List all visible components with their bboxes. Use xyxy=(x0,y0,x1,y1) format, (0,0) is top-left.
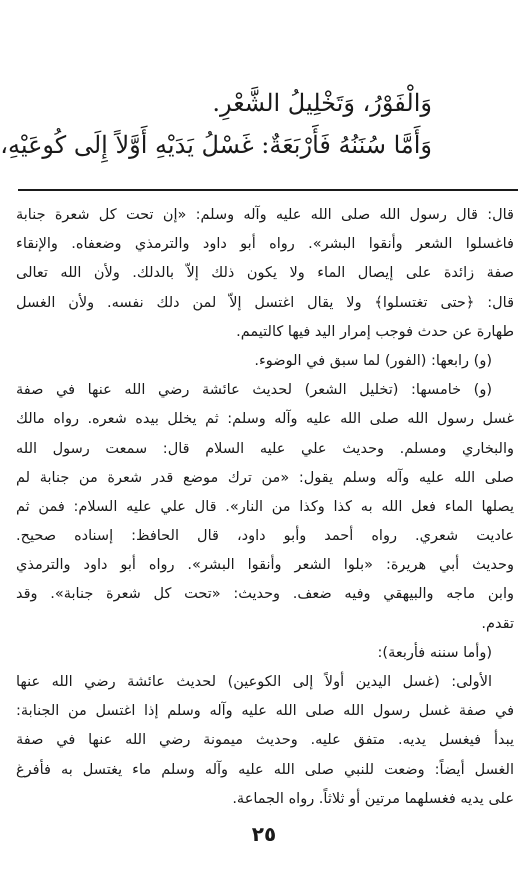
sharh-line: عاديت شعري. رواه أحمد وأبو داود، قال الحافظ: إسناده صحيح. xyxy=(16,528,514,545)
sharh-line: على يديه فغسلهما مرتين أو ثلاثاً. رواه الجماعة. xyxy=(232,790,514,807)
sharh-line: (و) رابعها: (الفور) لما سبق في الوضوء. xyxy=(254,352,492,369)
sharh-line: تقدم. xyxy=(481,615,514,632)
sharh-line: والبخاري ومسلم. وحديث علي عليه السلام قال: سمعت رسول الله xyxy=(16,440,514,457)
sharh-line: يصلها الماء فعل الله به كذا وكذا من النار». قال علي عليه السلام: فمن ثم xyxy=(16,498,514,515)
sharh-line: وابن ماجه والبيهقي وفيه ضعف. وحديث: «تحت كل شعرة جنابة». وقد xyxy=(16,586,514,603)
sharh-line: (و) خامسها: (تخليل الشعر) لحديث عائشة رضي الله عنها في صفة xyxy=(16,382,492,399)
sharh-line: فاغسلوا الشعر وأنقوا البشر». رواه أبو داود والترمذي وضعفاه. والإنقاء xyxy=(16,236,514,253)
page-number: ٢٥ xyxy=(251,822,277,846)
sharh-line: في صفة غسل رسول الله صلى الله عليه وآله وسلم إذا اغتسل من الجنابة: xyxy=(16,703,514,720)
sharh-line: طهارة عن حدث فوجب إمرار اليد فيها كالتيمم. xyxy=(236,323,514,340)
sharh-line: قال: ﴿حتى تغتسلوا﴾ ولا يقال اغتسل إلاّ لمن دلك نفسه. ولأن الغسل xyxy=(16,294,514,311)
sharh-line: يبدأ فيغسل يديه. متفق عليه. وحديث ميمونة رضي الله عنها في صفة xyxy=(16,732,514,749)
sharh-line: غسل رسول الله صلى الله عليه وآله وسلم: ثم يخلل بيده شعره. رواه مالك xyxy=(16,411,514,428)
matn-line-1: وَالْفَوْرُ، وَتَخْلِيلُ الشَّعْرِ. xyxy=(212,89,432,117)
sharh-line: وحديث أبي هريرة: «بلوا الشعر وأنقوا البشر». رواه أبو داود والترمذي xyxy=(16,557,514,574)
sharh-line: الأولى: (غسل اليدين أولاً إلى الكوعين) لحديث عائشة رضي الله عنها xyxy=(16,674,492,690)
sharh-commentary xyxy=(16,201,514,814)
matn-line-2: وَأَمَّا سُنَنُهُ فَأَرْبَعَةٌ: غَسْلُ يَدَيْهِ أَوَّلاً إِلَى كُوعَيْهِ، xyxy=(0,131,432,159)
sharh-line: صلى الله عليه وآله وسلم يقول: «من ترك موضع قدر شعرة من جنابة لم xyxy=(16,469,514,486)
sharh-line: الغسل أيضاً: وضعت للنبي صلى الله عليه وآله وسلم ماء يغتسل به فأفرغ xyxy=(16,761,514,778)
sharh-line: صفة زائدة على إيصال الماء ولا يكون ذلك إلاّ بالدلك. ولأن الله تعالى xyxy=(16,265,514,282)
sharh-line: (وأما سننه فأربعة): xyxy=(377,644,492,661)
matn-text xyxy=(0,82,432,166)
sharh-line: قال: قال رسول الله صلى الله عليه وآله وسلم: «إن تحت كل شعرة جنابة xyxy=(16,207,514,223)
separator-rule xyxy=(18,189,518,191)
